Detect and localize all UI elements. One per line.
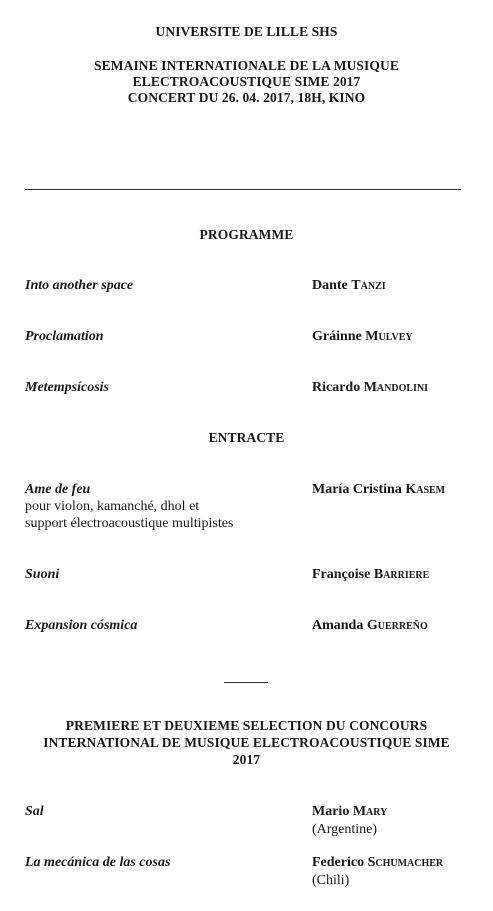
event-title-line2: ELECTROACOUSTIQUE SIME 2017	[132, 74, 361, 89]
work-instrumentation-line1: pour violon, kamanché, dhol et	[25, 499, 200, 514]
composer-name	[312, 482, 445, 498]
section-separator	[224, 682, 268, 683]
work-title: La mecánica de las cosas	[25, 855, 171, 870]
entracte-heading: ENTRACTE	[208, 430, 285, 445]
composer-name	[312, 567, 429, 583]
composer-last-name: Kasem	[405, 482, 446, 497]
composer-first-name: Amanda	[312, 618, 364, 633]
concert-date-line: CONCERT DU 26. 04. 2017, 18H, KINO	[127, 90, 366, 105]
composer-name	[312, 855, 443, 871]
composer-name	[312, 380, 428, 396]
composer-first-name: Ricardo	[312, 380, 361, 395]
composer-last-name: Schumacher	[367, 855, 444, 870]
programme-heading: PROGRAMME	[199, 227, 294, 242]
composer-first-name: Mario	[312, 804, 350, 819]
selection-heading-line1: PREMIERE ET DEUXIEME SELECTION DU CONCOURS	[65, 718, 428, 733]
selection-heading-line2: INTERNATIONAL DE MUSIQUE ELECTROACOUSTIQUE SIME	[43, 735, 450, 750]
composer-first-name: Dante	[312, 278, 348, 293]
work-instrumentation-line2: support électroacoustique multipistes	[25, 516, 234, 531]
event-title-line1: SEMAINE INTERNATIONALE DE LA MUSIQUE	[94, 58, 399, 73]
selection-heading-line3: 2017	[232, 752, 261, 767]
composer-last-name: Mary	[352, 804, 388, 819]
composer-country: (Chili)	[312, 873, 350, 888]
composer-name	[312, 278, 386, 294]
composer-first-name: Gráinne	[312, 329, 362, 344]
composer-last-name: Mandolini	[363, 380, 429, 395]
composer-country: (Argentine)	[312, 822, 378, 837]
composer-name	[312, 618, 428, 634]
composer-last-name: Mulvey	[365, 329, 413, 344]
composer-first-name: Françoise	[312, 567, 371, 582]
composer-name	[312, 329, 413, 345]
university-title: UNIVERSITE DE LILLE SHS	[155, 24, 338, 39]
composer-last-name: Guerreño	[366, 618, 428, 633]
work-title: Suoni	[25, 567, 60, 582]
work-title: Proclamation	[25, 329, 104, 344]
work-title: Into another space	[25, 278, 134, 293]
work-title: Expansion cósmica	[25, 618, 138, 633]
composer-first-name: María Cristina	[312, 482, 402, 497]
work-title: Sal	[25, 804, 44, 819]
work-title: Ame de feu	[25, 482, 91, 497]
work-title: Metempsícosis	[25, 380, 109, 395]
composer-last-name: Tanzi	[351, 278, 386, 293]
composer-first-name: Federico	[312, 855, 365, 870]
composer-last-name: Barriere	[373, 567, 430, 582]
header-divider	[25, 189, 461, 190]
composer-name	[312, 804, 387, 820]
